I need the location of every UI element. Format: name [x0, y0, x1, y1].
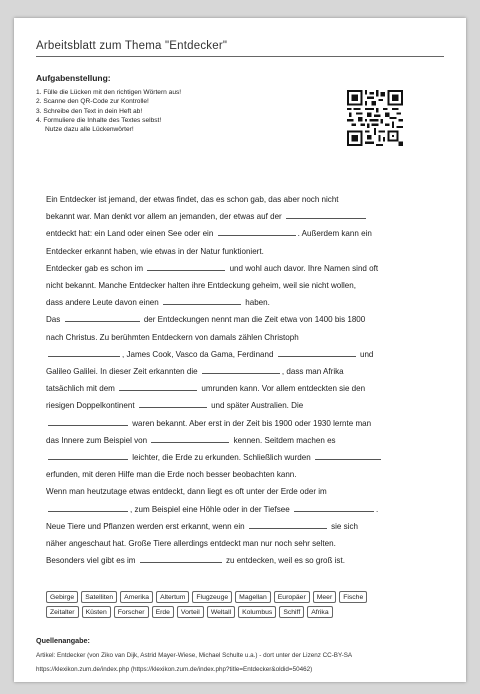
word-chip[interactable]: Küsten [82, 606, 111, 618]
qr-code-icon[interactable] [347, 90, 403, 146]
text-line: Galileo Galilei. In dieser Zeit erkannten die [46, 367, 198, 377]
text-line: , zum Beispiel eine Höhle oder in der Tiefsee [130, 504, 290, 514]
text-line: umrunden kann. Vor allem entdeckten sie den [201, 384, 366, 394]
blank-field[interactable] [119, 382, 197, 391]
word-chip[interactable]: Flugzeuge [192, 591, 232, 603]
word-chip[interactable]: Forscher [114, 606, 149, 618]
source-line: Artikel: Entdecker (von Ziko van Dijk, Astrid Mayer-Wiese, Michael Schulte u.a.) - dort unter der Lizenz CC-BY-SA [36, 652, 353, 659]
word-chip[interactable]: Schiff [279, 606, 304, 618]
blank-field[interactable] [249, 520, 327, 529]
word-chip[interactable]: Altertum [156, 591, 189, 603]
word-chip[interactable]: Erde [152, 606, 174, 618]
blank-field[interactable] [147, 262, 225, 271]
blank-field[interactable] [139, 399, 207, 408]
word-chip[interactable]: Fische [339, 591, 367, 603]
blank-field[interactable] [48, 417, 128, 426]
text-line: der Entdeckungen nennt man die Zeit etwa von 1400 bis 1800 [143, 315, 366, 325]
text-line: zu entdecken, weil es so groß ist. [225, 556, 345, 566]
word-chip[interactable]: Amerika [120, 591, 153, 603]
blank-field[interactable] [315, 451, 381, 460]
text-line: Das [46, 315, 61, 325]
blank-field[interactable] [202, 365, 280, 374]
word-chip[interactable]: Meer [313, 591, 337, 603]
text-line: dass andere Leute davon einen [46, 298, 159, 308]
text-line: leichter, die Erde zu erkunden. Schließlich wurden [132, 453, 311, 463]
text-line: Entdecker gab es schon im [46, 263, 144, 273]
task-heading: Aufgabenstellung: [36, 73, 111, 83]
text-line: . [375, 504, 379, 514]
text-line: nach Christus. Zu berühmten Entdeckern von damals zählen Christoph [46, 332, 299, 342]
text-line: und [359, 349, 374, 359]
blank-field[interactable] [48, 503, 128, 512]
text-line: Entdecker erkannt haben, wie etwas in der Natur funktioniert. [46, 246, 264, 256]
text-line: , James Cook, Vasco da Gama, Ferdinand [122, 349, 274, 359]
text-line: entdeckt hat: ein Land oder einen See oder ein [46, 229, 214, 239]
text-line: . Außerdem kann ein [297, 229, 372, 239]
text-line: tatsächlich mit dem [46, 384, 115, 394]
word-chip[interactable]: Vorteil [177, 606, 204, 618]
task-item: 3. Schreibe den Text in dein Heft ab! [36, 107, 143, 115]
source-link[interactable]: https://klexikon.zum.de/index.php (https://klexikon.zum.de/index.php?title=Entdecker&oldid=50462) [36, 666, 313, 673]
worksheet-page [14, 18, 466, 682]
text-line: näher angeschaut hat. Große Tiere allerdings entdeckt man nur noch sehr selten. [46, 539, 336, 549]
blank-field[interactable] [286, 210, 366, 219]
word-bank-row [46, 606, 440, 618]
blank-field[interactable] [48, 451, 128, 460]
blank-field[interactable] [151, 434, 229, 443]
word-chip[interactable]: Magellan [235, 591, 271, 603]
word-bank [46, 591, 440, 621]
blank-field[interactable] [140, 554, 222, 563]
word-chip[interactable]: Zeitalter [46, 606, 79, 618]
word-chip[interactable]: Europäer [274, 591, 310, 603]
cloze-text [46, 191, 436, 569]
text-line: bekannt war. Man denkt vor allem an jemanden, der etwas auf der [46, 212, 282, 222]
word-bank-row [46, 591, 440, 603]
text-line: nicht bekannt. Manche Entdecker halten ihre Entdeckung geheim, weil sie nicht wollen, [46, 281, 356, 291]
task-item: 1. Fülle die Lücken mit den richtigen Wörtern aus! [36, 89, 182, 96]
blank-field[interactable] [163, 296, 241, 305]
blank-field[interactable] [294, 503, 374, 512]
text-line: riesigen Doppelkontinent [46, 401, 135, 411]
text-line: erfunden, mit deren Hilfe man die Erde noch besser beobachten kann. [46, 470, 297, 480]
text-line: , dass man Afrika [281, 367, 344, 377]
text-line: und wohl auch davor. Ihre Namen sind oft [229, 263, 379, 273]
text-line: das Innere zum Beispiel von [46, 435, 148, 445]
text-line: Besonders viel gibt es im [46, 556, 136, 566]
blank-field[interactable] [65, 313, 140, 322]
word-chip[interactable]: Kolumbus [238, 606, 276, 618]
word-chip[interactable]: Satelliten [81, 591, 117, 603]
word-chip[interactable]: Weltall [207, 606, 235, 618]
blank-field[interactable] [278, 348, 356, 357]
text-line: waren bekannt. Aber erst in der Zeit bis 1900 oder 1930 lernte man [132, 418, 372, 428]
sources-heading: Quellenangabe: [36, 636, 90, 645]
page-title: Arbeitsblatt zum Thema "Entdecker" [36, 40, 228, 52]
blank-field[interactable] [218, 227, 296, 236]
blank-field[interactable] [48, 348, 120, 357]
task-item: Nutze dazu alle Lückenwörter! [45, 126, 134, 134]
task-item: 4. Formuliere die Inhalte des Textes selbst! [36, 116, 162, 124]
task-list [36, 88, 181, 134]
text-line: sie sich [331, 521, 358, 531]
text-line: Ein Entdecker ist jemand, der etwas findet, das es schon gab, das aber noch nicht [46, 195, 339, 204]
text-line: und später Australien. Die [211, 401, 304, 411]
text-line: haben. [245, 298, 270, 308]
text-line: Wenn man heutzutage etwas entdeckt, dann liegt es oft unter der Erde oder im [46, 487, 327, 497]
text-line: kennen. Seitdem machen es [233, 435, 336, 445]
word-chip[interactable]: Afrika [307, 606, 332, 618]
title-divider [36, 56, 444, 57]
word-chip[interactable]: Gebirge [46, 591, 78, 603]
text-line: Neue Tiere und Pflanzen werden erst erkannt, wenn ein [46, 521, 245, 531]
task-item: 2. Scanne den QR-Code zur Kontrolle! [36, 98, 149, 106]
